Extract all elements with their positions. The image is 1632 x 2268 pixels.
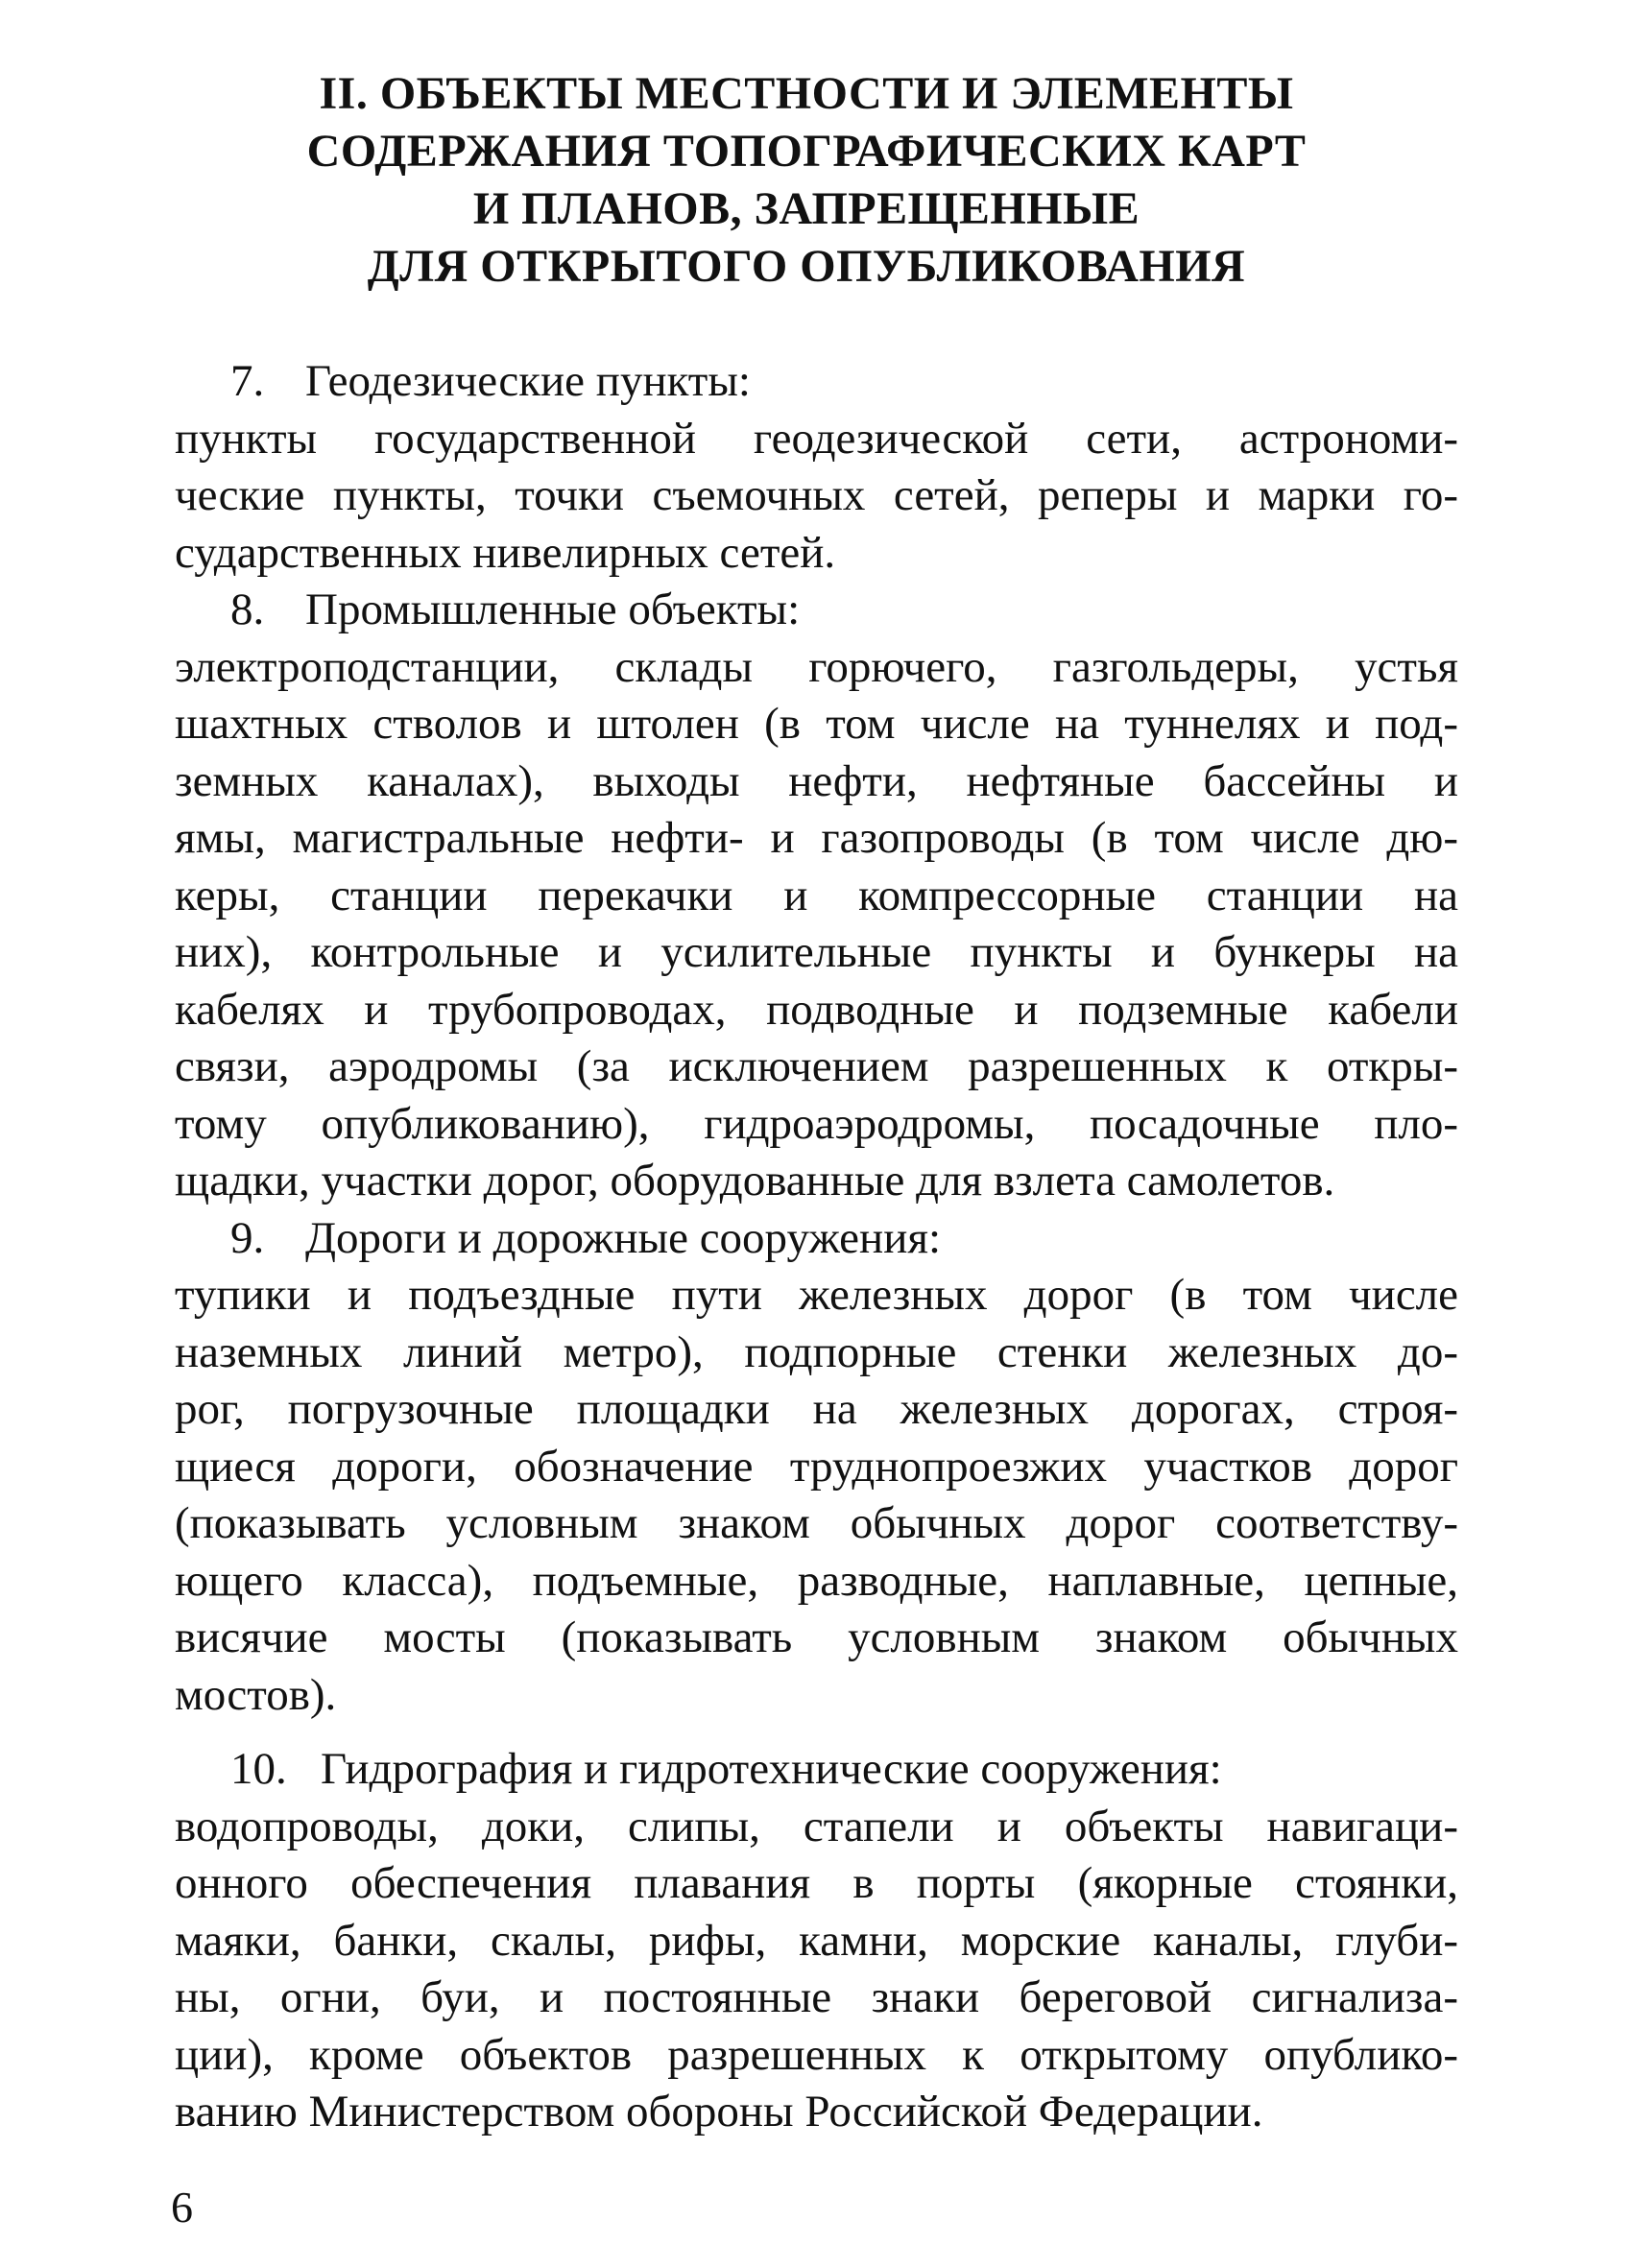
text-line: мостов). (175, 1669, 337, 1720)
section-title-text: Дороги и дорожные сооружения: (305, 1212, 942, 1263)
section-number: 7. (230, 356, 265, 406)
section-number: 8. (230, 585, 265, 634)
section-8 (175, 582, 1458, 1210)
section-title (175, 582, 1458, 639)
text-line: сударственных нивелирных сетей. (175, 527, 836, 578)
text-line: водопроводы, доки, слипы, стапели и объекты навигаци- (175, 1801, 1458, 1851)
text-line: (показывать условным знаком обычных дорог соответству- (175, 1498, 1458, 1548)
text-line: ванию Министерством обороны Российской Федерации. (175, 2087, 1263, 2137)
page-number: 6 (171, 2183, 193, 2232)
section-title-text: Промышленные объекты: (305, 585, 801, 634)
heading-line: И ПЛАНОВ, ЗАПРЕЩЕННЫЕ (472, 183, 1140, 234)
text-line: ческие пункты, точки съемочных сетей, реперы и марки го- (175, 470, 1458, 520)
text-line: висячие мосты (показывать условным знаком обычных (175, 1612, 1458, 1662)
section-title (175, 353, 1458, 411)
section-title-text: Геодезические пункты: (305, 356, 751, 406)
text-line: связи, аэродромы (за исключением разрешенных к откры- (175, 1041, 1458, 1091)
text-line: керы, станции перекачки и компрессорные станции на (175, 870, 1458, 920)
text-line: наземных линий метро), подпорные стенки железных до- (175, 1326, 1458, 1377)
section-9 (175, 1210, 1458, 1725)
text-line: щадки, участки дорог, оборудованные для взлета самолетов. (175, 1156, 1335, 1206)
text-line: щиеся дороги, обозначение труднопроезжих участков дорог (175, 1441, 1458, 1492)
text-line: шахтных стволов и штолен (в том числе на туннелях и под- (175, 699, 1458, 749)
section-title-text: Гидрография и гидротехнические сооружения: (321, 1744, 1222, 1794)
text-line: ющего класса), подъемные, разводные, наплавные, цепные, (175, 1555, 1458, 1606)
section-title (175, 1210, 1458, 1268)
text-line: тому опубликованию), гидроаэродромы, посадочные пло- (175, 1098, 1458, 1149)
text-line: ны, огни, буи, и постоянные знаки береговой сигнализа- (175, 1972, 1458, 2022)
heading-line: II. ОБЪЕКТЫ МЕСТНОСТИ И ЭЛЕМЕНТЫ (319, 68, 1294, 119)
text-line: тупики и подъездные пути железных дорог (в том числе (175, 1270, 1458, 1320)
section-10 (175, 1741, 1458, 2141)
text-line: кабелях и трубопроводах, подводные и подземные кабели (175, 984, 1458, 1035)
text-line: электроподстанции, склады горючего, газгольдеры, устья (175, 641, 1458, 692)
body-text (175, 353, 1458, 2141)
text-line: маяки, банки, скалы, рифы, камни, морские каналы, глуби- (175, 1915, 1458, 1966)
text-line: ции), кроме объектов разрешенных к открытому опублико- (175, 2029, 1458, 2080)
heading-line: СОДЕРЖАНИЯ ТОПОГРАФИЧЕСКИХ КАРТ (306, 126, 1307, 177)
text-line: пункты государственной геодезической сети, астрономи- (175, 413, 1458, 464)
section-7 (175, 353, 1458, 582)
section-title (175, 1741, 1458, 1799)
section-number: 10. (230, 1744, 287, 1794)
text-line: рог, погрузочные площадки на железных дорогах, строя- (175, 1384, 1458, 1434)
heading-line: ДЛЯ ОТКРЫТОГО ОПУБЛИКОВАНИЯ (367, 241, 1246, 292)
text-line: онного обеспечения плавания в порты (якорные стоянки, (175, 1858, 1458, 1908)
chapter-heading (230, 65, 1382, 296)
text-line: ямы, магистральные нефти- и газопроводы (в том числе дю- (175, 813, 1458, 863)
section-number: 9. (230, 1212, 265, 1263)
text-line: земных каналах), выходы нефти, нефтяные бассейны и (175, 755, 1458, 806)
text-line: них), контрольные и усилительные пункты и бункеры на (175, 927, 1458, 977)
